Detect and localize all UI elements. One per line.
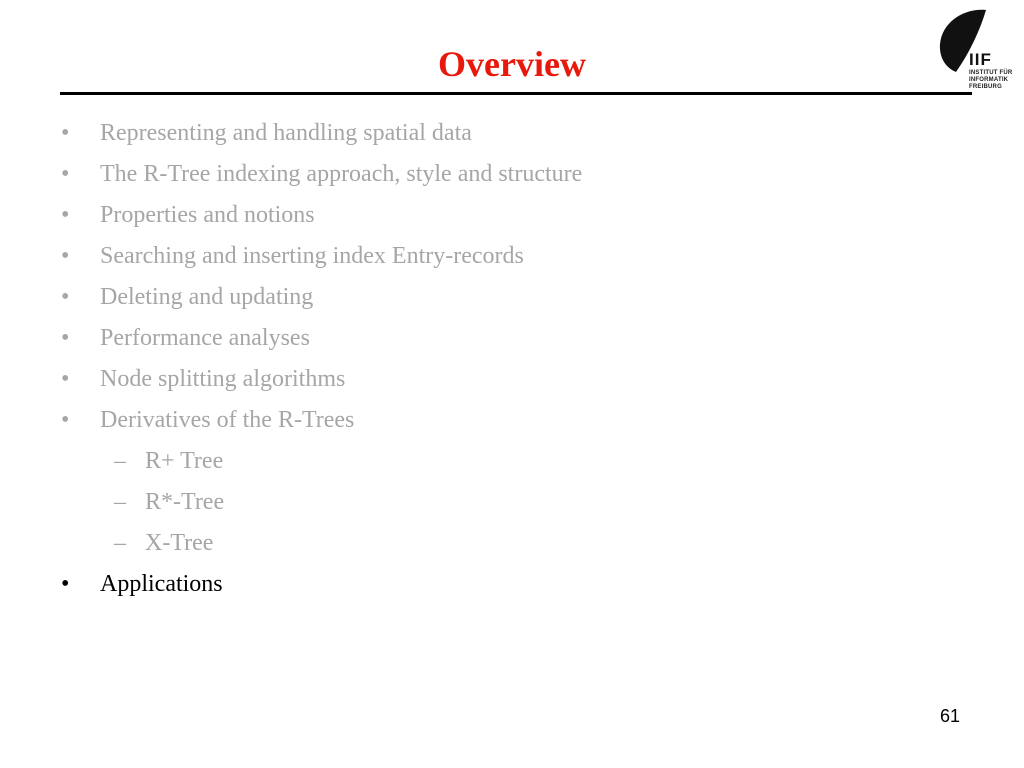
sub-bullet-text: X-Tree	[145, 530, 214, 556]
logo-line: INSTITUT FÜR	[969, 70, 1013, 76]
logo-abbreviation: IIF	[969, 50, 992, 69]
bullet-text: Node splitting algorithms	[100, 366, 346, 392]
dash-marker: –	[114, 530, 126, 556]
logo-line: FREIBURG	[969, 84, 1002, 90]
bullet-text: Performance analyses	[100, 325, 310, 351]
bullet-marker: •	[61, 161, 70, 187]
bullet-text: Representing and handling spatial data	[100, 120, 472, 146]
dash-marker: –	[114, 448, 126, 474]
bullet-marker: •	[61, 571, 70, 597]
bullet-text: Applications	[100, 571, 223, 597]
bullet-marker: •	[61, 284, 70, 310]
sub-bullet-text: R+ Tree	[145, 448, 224, 474]
slide-title: Overview	[438, 44, 586, 84]
bullet-marker: •	[61, 325, 70, 351]
logo-institution-text	[969, 70, 1012, 91]
bullet-marker: •	[61, 407, 70, 433]
bullet-text: The R-Tree indexing approach, style and structure	[100, 161, 583, 187]
title-divider	[60, 92, 972, 95]
bullet-marker: •	[61, 366, 70, 392]
dash-marker: –	[114, 489, 126, 515]
bullet-text: Properties and notions	[100, 202, 315, 228]
bullet-text: Derivatives of the R-Trees	[100, 407, 355, 433]
bullet-text: Searching and inserting index Entry-records	[100, 243, 524, 269]
bullet-text: Deleting and updating	[100, 284, 314, 310]
sub-bullet-text: R*-Tree	[145, 489, 225, 515]
logo-line: INFORMATIK	[969, 77, 1009, 83]
bullet-marker: •	[61, 120, 70, 146]
bullet-marker: •	[61, 243, 70, 269]
page-number: 61	[939, 706, 960, 726]
bullet-marker: •	[61, 202, 70, 228]
